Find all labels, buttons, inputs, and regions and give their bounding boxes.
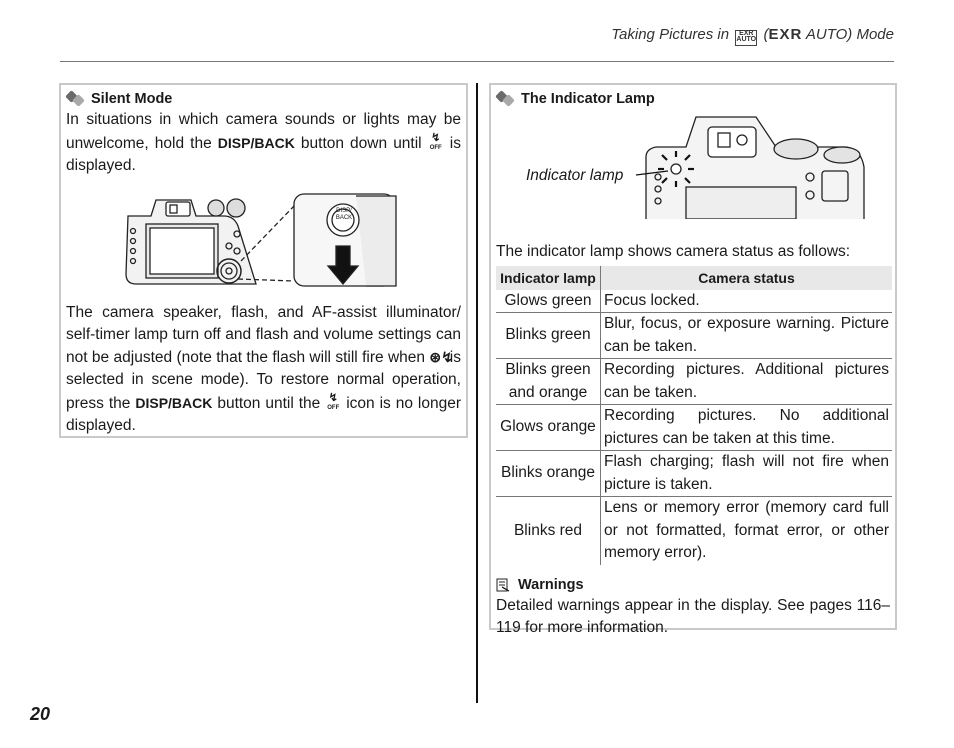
header-rule xyxy=(60,61,894,62)
body-text-d: icon is no longer displayed. xyxy=(66,394,461,434)
silent-mode-intro xyxy=(66,109,461,178)
lamp-cell: Blinks orange xyxy=(496,451,601,497)
status-cell: Focus locked. xyxy=(604,291,700,309)
table-header-row xyxy=(496,266,892,290)
note-icon xyxy=(496,578,510,592)
lamp-cell: Blinks green and orange xyxy=(496,359,601,405)
body-text-b: is selected in scene mode). To restore normal operation, press the xyxy=(66,348,461,412)
warnings-title-text: Warnings xyxy=(518,576,584,593)
header-title-prefix: Taking Pictures in xyxy=(611,26,730,43)
tip-icon xyxy=(66,91,88,107)
silent-mode-title xyxy=(66,89,461,109)
body-text-c: button until the xyxy=(217,394,321,412)
flash-scene-icon: ⊛↯ xyxy=(429,349,453,366)
header-title-open: ( xyxy=(763,26,769,43)
warnings-text: Detailed warnings appear in the display. See pages 116–119 for more information. xyxy=(496,596,890,636)
body-text-a: The camera speaker, flash, and AF-assist illuminator/ self-timer lamp turn off and flash and volume settings can not be adjusted (note that the flash will still fire when xyxy=(66,303,461,366)
header-title-suffix: AUTO) Mode xyxy=(805,26,894,43)
column-divider xyxy=(476,83,478,703)
intro-text-b: button down until xyxy=(300,134,422,152)
indicator-lamp-table xyxy=(496,266,892,565)
header-indicator-lamp: Indicator lamp xyxy=(496,266,601,290)
table-row xyxy=(496,405,892,451)
status-cell: Flash charging; flash will not fire when picture is taken. xyxy=(601,451,893,497)
status-cell: Recording pictures. No additional pictures can be taken at this time. xyxy=(601,405,893,451)
indicator-lamp-illustration xyxy=(496,109,890,237)
header-title xyxy=(611,26,894,46)
table-row xyxy=(496,497,892,565)
indicator-lamp-callout: Indicator lamp xyxy=(526,167,624,184)
silent-mode-title-text: Silent Mode xyxy=(91,91,173,107)
warnings-title xyxy=(496,575,890,595)
table-row xyxy=(496,451,892,497)
header-camera-status: Camera status xyxy=(601,266,893,290)
silent-mode-body xyxy=(66,302,461,438)
silent-off-icon-2: ↯ OFF xyxy=(327,392,340,412)
lamp-cell: Glows orange xyxy=(496,405,601,451)
lamp-cell: Glows green xyxy=(496,290,601,313)
lamp-cell: Blinks green xyxy=(496,313,601,359)
table-row xyxy=(496,290,892,313)
disp-back-key: DISP/BACK xyxy=(217,134,295,151)
status-cell: Recording pictures. Additional pictures can be taken. xyxy=(601,359,893,405)
status-cell: Blur, focus, or exposure warning. Picture can be taken. xyxy=(601,313,893,359)
indicator-lamp-title xyxy=(496,89,890,109)
exr-logo: EXR xyxy=(768,26,803,43)
page-number: 20 xyxy=(30,704,51,724)
camera-back-illustration xyxy=(66,186,461,296)
table-row xyxy=(496,359,892,405)
exr-auto-badge-icon: EXR AUTO xyxy=(735,30,757,46)
intro-text-a: In situations in which camera sounds or lights may be unwelcome, hold the xyxy=(66,111,461,152)
indicator-lamp-box xyxy=(489,83,897,636)
indicator-lamp-intro: The indicator lamp shows camera status as follows: xyxy=(496,243,851,260)
disp-back-key-2: DISP/BACK xyxy=(135,394,213,411)
silent-off-icon: ↯ OFF xyxy=(429,132,442,152)
table-row xyxy=(496,313,892,359)
silent-mode-box xyxy=(59,83,468,438)
intro-text-c: is displayed. xyxy=(66,134,461,174)
indicator-lamp-title-text: The Indicator Lamp xyxy=(521,91,655,107)
lamp-cell: Blinks red xyxy=(496,497,601,565)
tip-icon xyxy=(496,91,518,107)
status-cell: Lens or memory error (memory card full or not formatted, format error, or other memory error). xyxy=(601,497,893,565)
disp-back-button-label: DISP/ BACK xyxy=(335,207,353,221)
